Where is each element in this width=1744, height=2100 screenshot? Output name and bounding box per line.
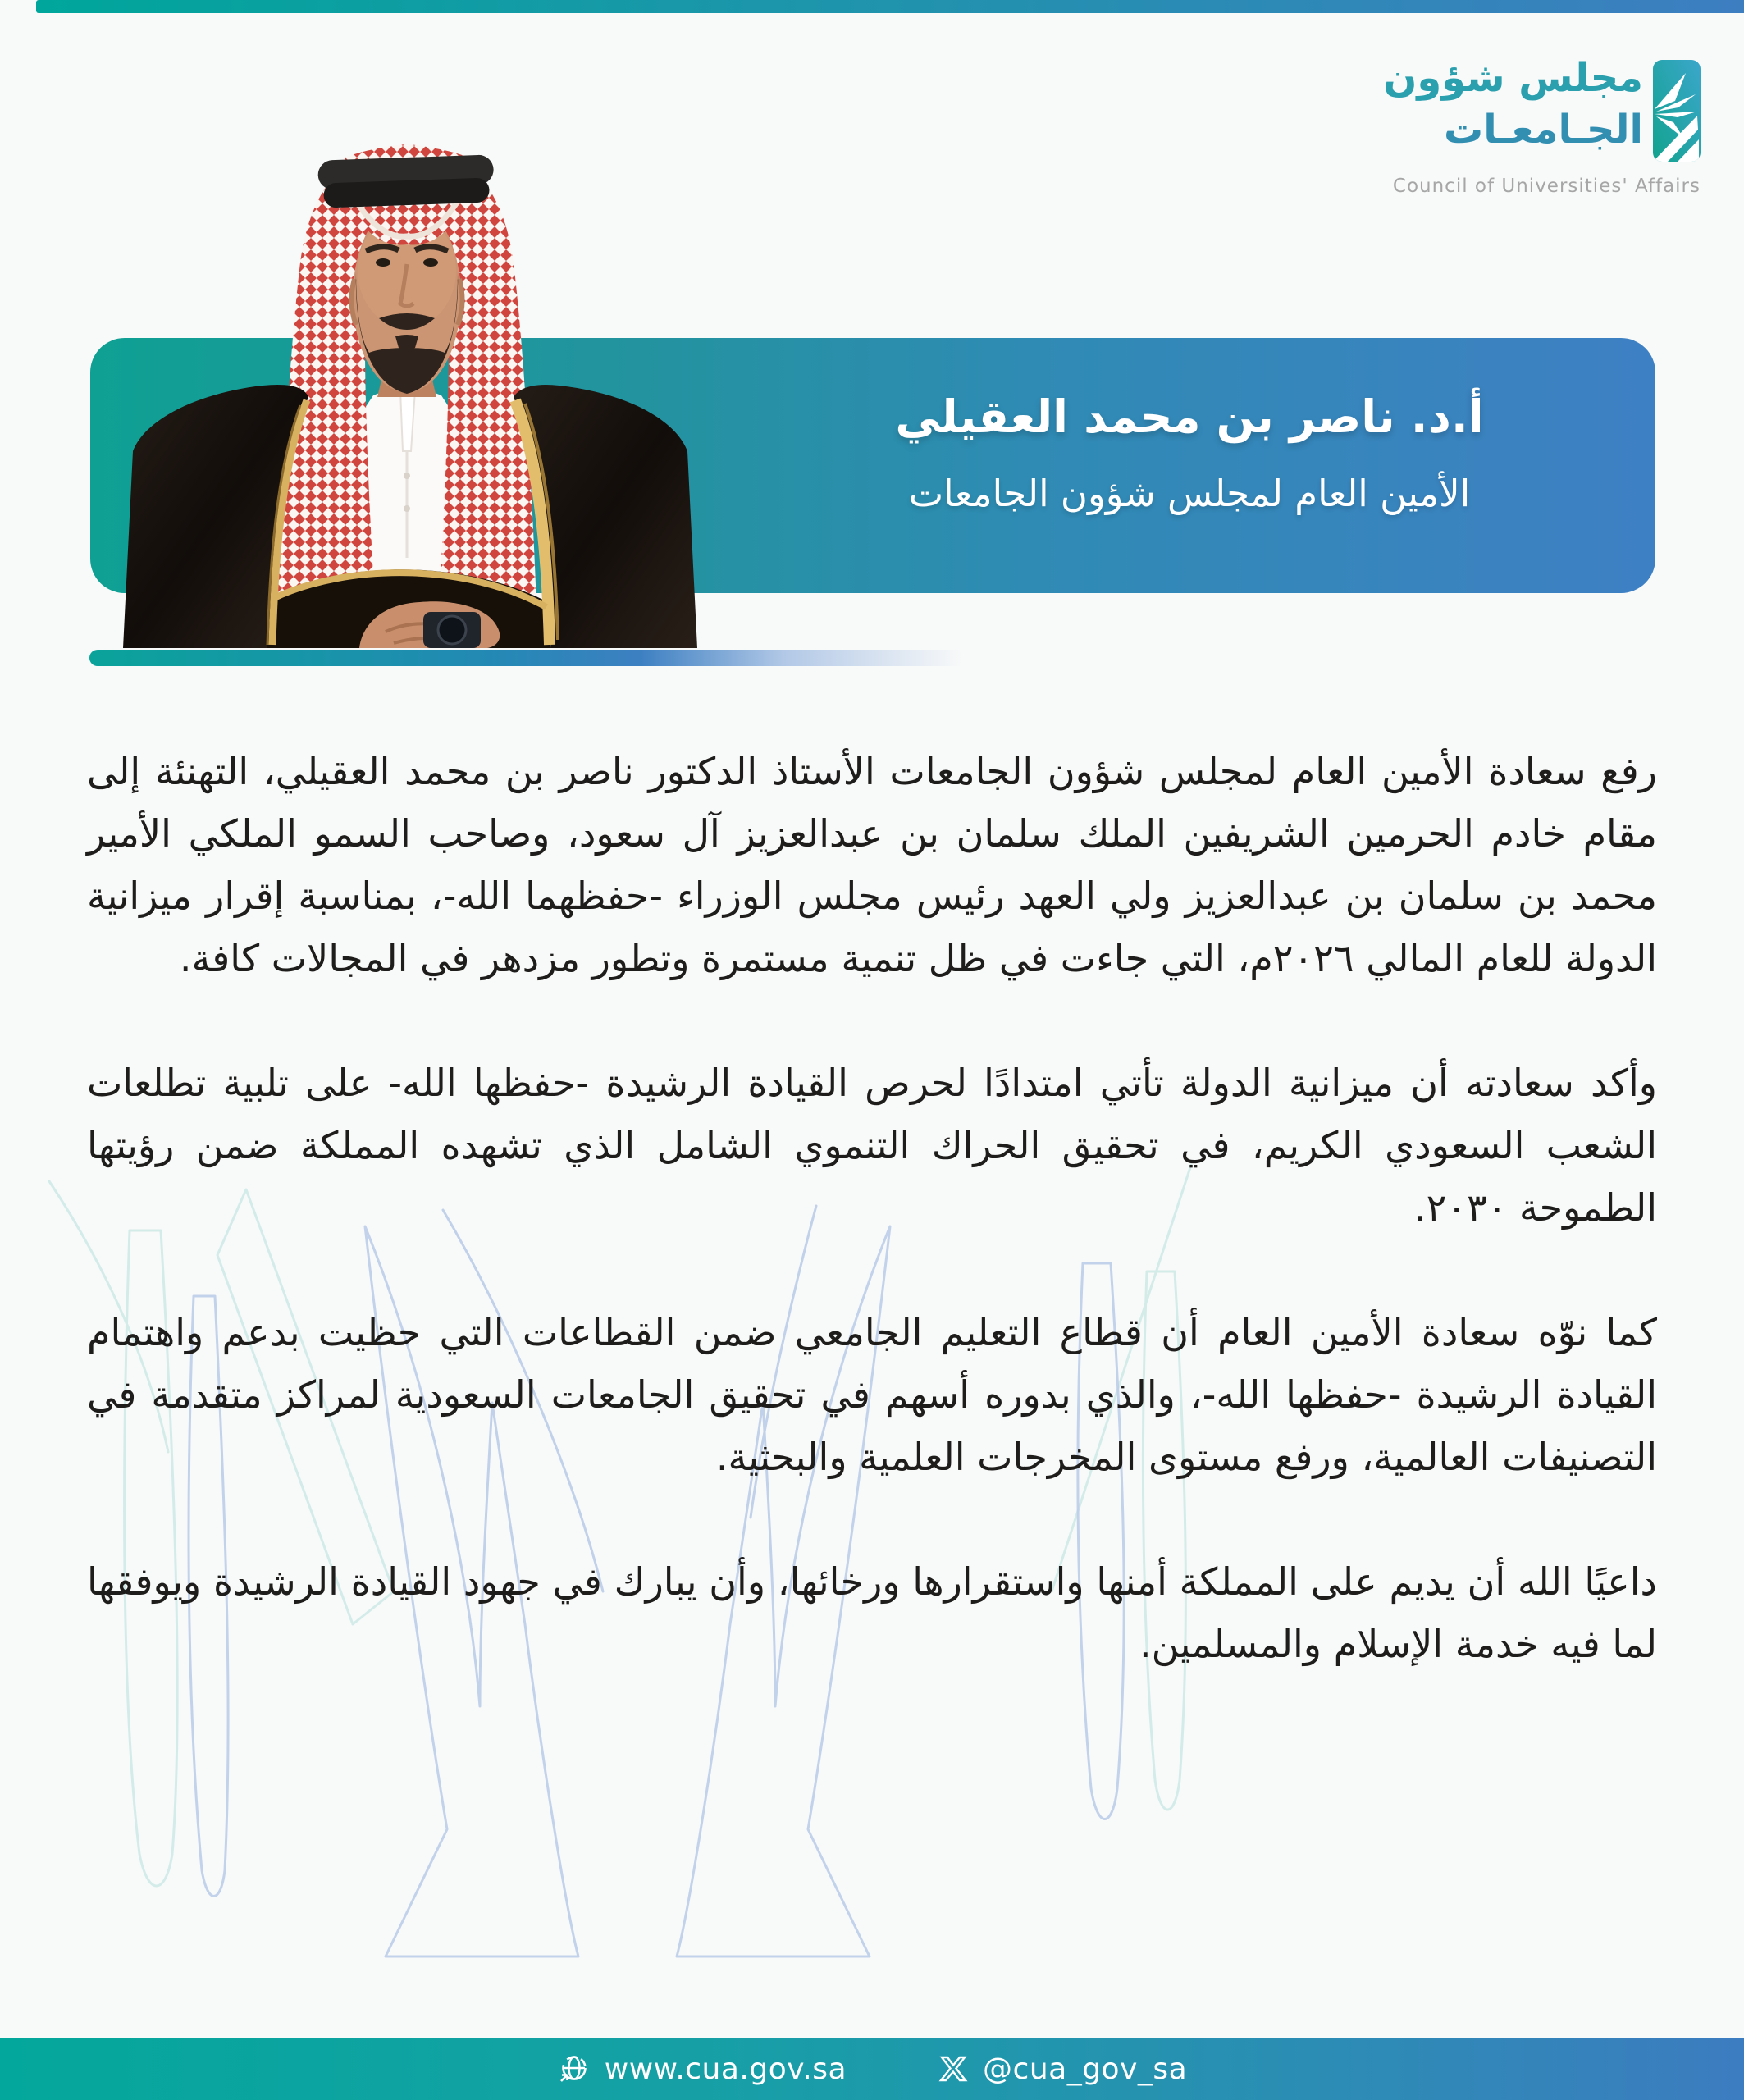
logo-arabic-wordmark [1383,52,1643,157]
paragraph-3: كما نوّه سعادة الأمين العام أن قطاع التعليم الجامعي ضمن القطاعات التي حظيت بدعم واهتمام القيادة الرشيدة -حفظها الله-، والذي بدوره أسهم في تحقيق الجامعات السعودية لمراكز متقدمة في التصنيفات العالمية، ورفع مستوى المخرجات العلمية والبحثية. [87,1310,1657,1479]
footer-bar [0,2038,1744,2100]
logo-arabic-line1: مجلس شؤون [1383,55,1643,101]
agal-headband [317,154,495,208]
x-icon [938,2054,968,2084]
footer-twitter[interactable] [938,2052,1187,2086]
website-url: www.cua.gov.sa [604,2052,847,2086]
paragraph-4: داعيًا الله أن يديم على المملكة أمنها واستقرارها ورخائها، وأن يبارك في جهود القيادة الرشيدة ويوفقها لما فيه خدمة الإسلام والمسلمين. [87,1559,1657,1666]
paragraph-2: وأكد سعادته أن ميزانية الدولة تأتي امتدادًا لحرص القيادة الرشيدة -حفظها الله- على تلبية تطلعات الشعب السعودي الكريم، في تحقيق الحراك التنموي الشامل الذي تشهده المملكة ضمن رؤيتها الطموحة ٢٠٣٠. [87,1061,1657,1230]
banner-underline-bar [89,650,979,666]
announcement-body [87,740,1657,1737]
person-name: أ.د. ناصر بن محمد العقيلي [895,390,1484,443]
portrait-photo [98,66,722,648]
top-accent-bar [36,0,1744,13]
footer-website[interactable] [557,2052,847,2086]
globe-icon [557,2052,590,2085]
logo-english-caption: Council of Universities' Affairs [1392,176,1701,197]
logo-arabic-line2: الجـامعـات [1444,107,1643,153]
council-logo-spark-icon [1653,60,1701,162]
person-title: الأمين العام لمجلس شؤون الجامعات [908,471,1471,515]
paragraph-1: رفع سعادة الأمين العام لمجلس شؤون الجامعات الأستاذ الدكتور ناصر بن محمد العقيلي، التهنئة إلى مقام خادم الحرمين الشريفين الملك سلمان بن عبدالعزيز آل سعود، وصاحب السمو الملكي الأمير محمد بن سلمان بن عبدالعزيز ولي العهد رئيس مجلس الوزراء -حفظهما الله-، بمناسبة إقرار ميزانية الدولة للعام المالي ٢٠٢٦م، التي جاءت في ظل تنمية مستمرة وتطور مزدهر في المجالات كافة. [87,749,1657,980]
banner-text-block [722,389,1657,516]
wristwatch [423,612,481,648]
twitter-handle: @cua_gov_sa [983,2052,1188,2086]
